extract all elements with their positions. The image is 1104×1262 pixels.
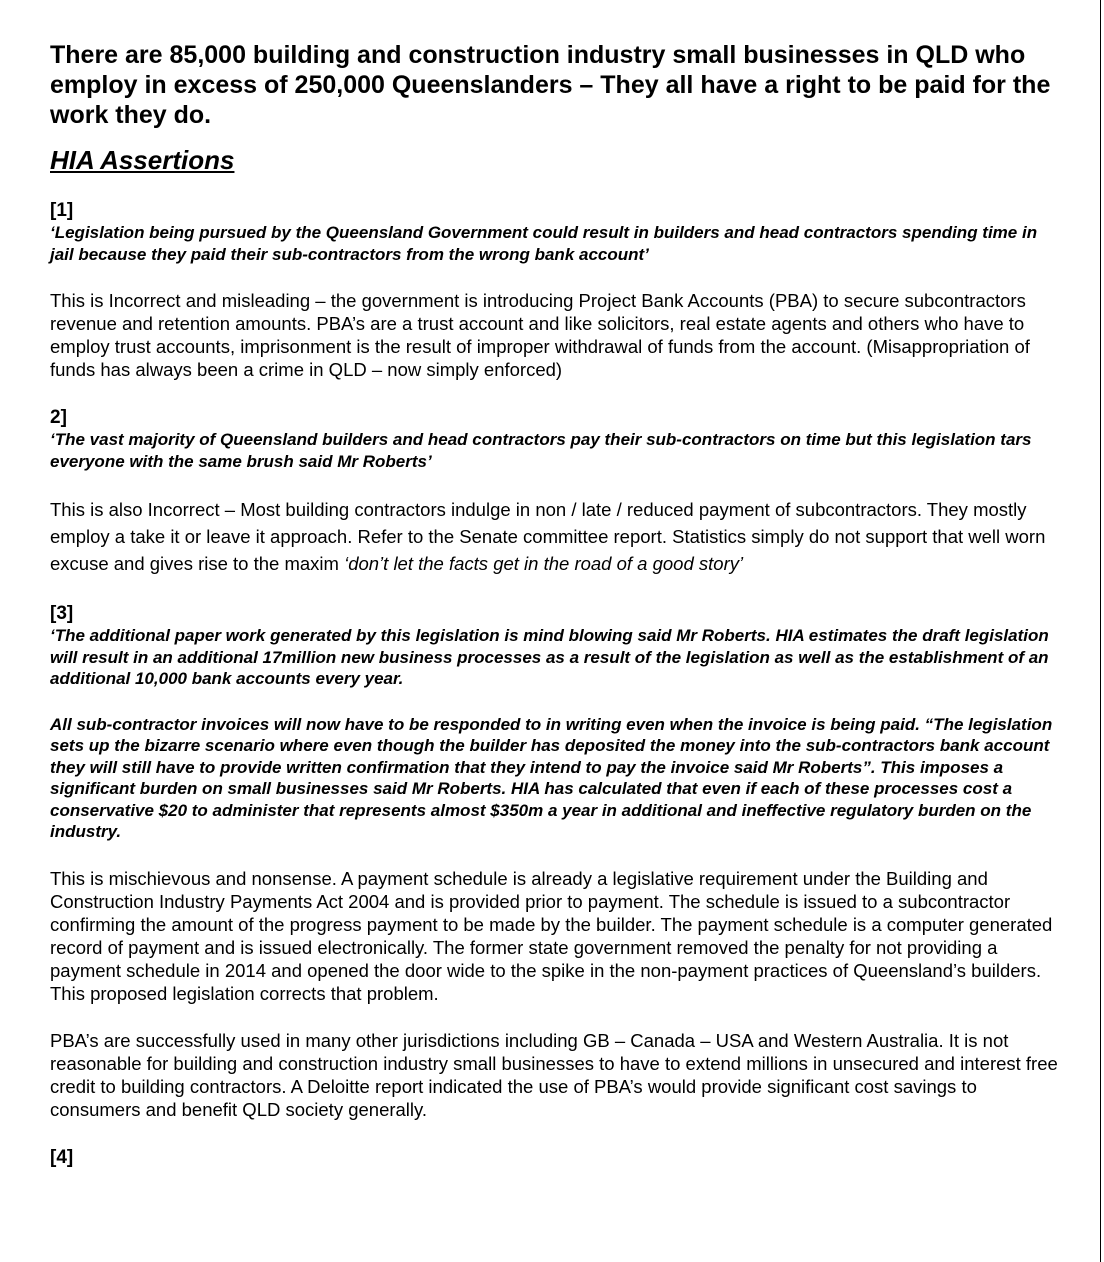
assertion-number: 2] — [50, 407, 67, 428]
assertion-quote: ‘The vast majority of Queensland builders and head contractors pay their sub-contractors on time but this legislation tars everyone with the same brush said Mr Roberts’ — [50, 430, 1032, 471]
assertion-response: This is Incorrect and misleading – the government is introducing Project Bank Accounts (PBA) to secure subcontractors revenue and retention amounts. PBA’s are a trust account and like solicitors, real estate agents and others who have to employ trust accounts, imprisonment is the result of improper withdrawal of funds from the account. (Misappropriation of funds has always been a crime in QLD – now simply enforced) — [50, 290, 1030, 380]
assertion-number: [4] — [50, 1146, 74, 1168]
assertion-number: [1] — [50, 200, 74, 221]
assertion-response: This is mischievous and nonsense. A payment schedule is already a legislative requirement under the Building and Construction Industry Payments Act 2004 and is provided prior to payment. The schedule is issued to a subcontractor confirming the amount of the progress payment to be made by the builder. The payment schedule is a computer generated record of payment and is issued electronically. The former state government removed the penalty for not providing a payment schedule in 2014 and opened the door wide to the spike in the non-payment practices of Queensland’s builders. This proposed legislation corrects that problem. — [50, 867, 1053, 1004]
document-body — [50, 40, 1060, 1169]
assertion-1 — [50, 200, 1060, 381]
lead-statement: There are 85,000 building and construction industry small businesses in QLD who employ in excess of 250,000 Queenslanders – They all have a right to be paid for the work they do. — [50, 41, 1051, 129]
assertion-response-continued: PBA’s are successfully used in many other jurisdictions including GB – Canada – USA and Western Australia. It is not reasonable for building and construction industry small businesses to have to extend millions in unsecured and interest free credit to building contractors. A Deloitte report indicated the use of PBA’s would provide significant cost savings to consumers and benefit QLD society generally. — [50, 1029, 1058, 1120]
assertion-response — [50, 496, 1060, 577]
assertion-number: [3] — [50, 603, 74, 624]
assertion-2 — [50, 407, 1060, 577]
assertion-4 — [50, 1147, 1060, 1169]
assertion-quote: ‘Legislation being pursued by the Queensland Government could result in builders and head contractors spending time in jail because they paid their sub-contractors from the wrong bank account’ — [50, 223, 1038, 264]
section-heading: HIA Assertions — [50, 145, 235, 175]
assertion-quote-continued: All sub-contractor invoices will now have to be responded to in writing even when the invoice is being paid. “The legislation sets up the bizarre scenario where even though the builder has deposited the money into the sub-contractors bank account they will still have to provide written confirmation that they intend to pay the invoice said Mr Roberts”. This imposes a significant burden on small businesses said Mr Roberts. HIA has calculated that even if each of these processes cost a conservative $20 to administer that represents almost $350m a year in additional and ineffective regulatory burden on the industry. — [50, 714, 1053, 841]
page-edge-rule — [1100, 0, 1101, 1262]
assertion-3 — [50, 603, 1060, 1121]
response-text: This is also Incorrect – Most building contractors indulge in non / late / reduced payment of subcontractors. They mostly employ a take it or leave it approach. Refer to the Senate committee report. Statistics simply do not support that well worn excuse and gives rise to the maxim — [50, 499, 1046, 574]
assertion-quote: ‘The additional paper work generated by this legislation is mind blowing said Mr Roberts. HIA estimates the draft legislation will result in an additional 17million new business processes as a result of the legislation as well as the establishment of an additional 10,000 bank accounts every year. — [50, 626, 1049, 688]
response-maxim: ‘don’t let the facts get in the road of a good story’ — [344, 553, 744, 574]
